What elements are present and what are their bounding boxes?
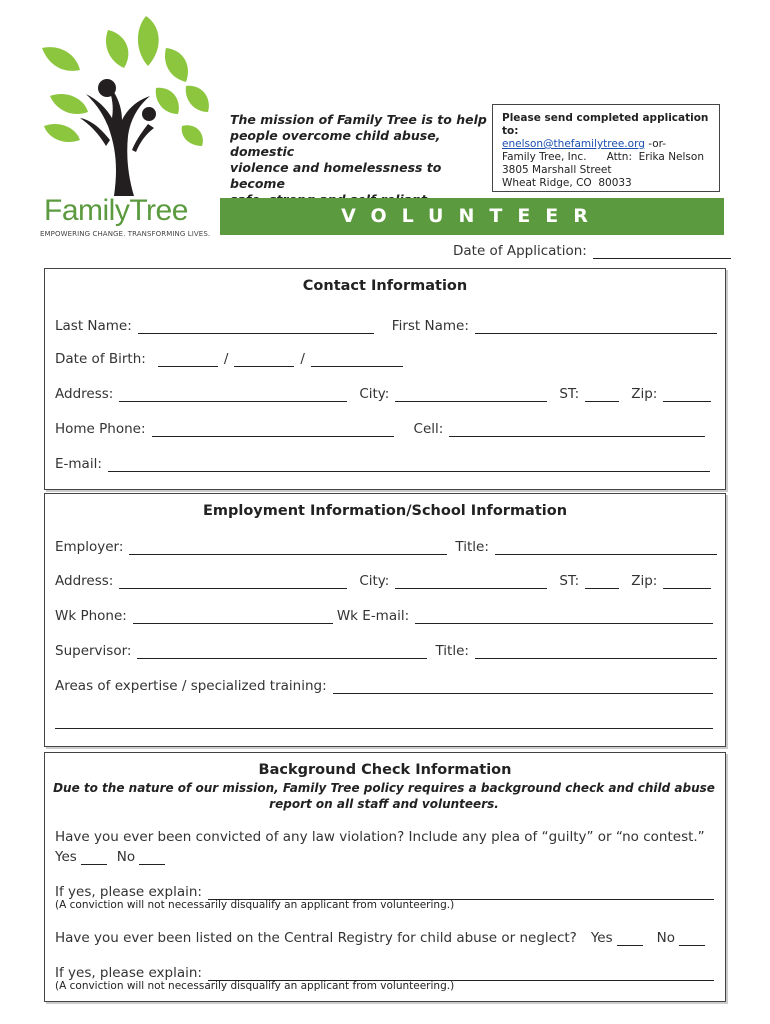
work-email-field[interactable]: [415, 610, 713, 624]
conviction-note: (A conviction will not necessarily disqualify an applicant from volunteering.): [55, 899, 455, 911]
send-to-city: Wheat Ridge, CO 80033: [502, 177, 632, 189]
employer-row: [55, 535, 717, 555]
conviction-explain-field[interactable]: [208, 886, 714, 900]
work-contact-row: [55, 604, 713, 624]
mission-line: The mission of Family Tree is to help: [230, 112, 487, 127]
dob-day-field[interactable]: [234, 353, 294, 367]
registry-row: [55, 926, 705, 946]
last-name-field[interactable]: [138, 320, 374, 334]
zip-label: Zip:: [631, 386, 658, 402]
dob-month-field[interactable]: [158, 353, 218, 367]
first-name-field[interactable]: [475, 320, 717, 334]
work-phone-label: Wk Phone:: [55, 608, 127, 624]
dob-row: [55, 347, 403, 367]
last-name-label: Last Name:: [55, 318, 132, 334]
supervisor-row: [55, 639, 717, 659]
email-row: [55, 452, 710, 472]
city-field[interactable]: [395, 388, 547, 402]
registry-question: Have you ever been listed on the Central Registry for child abuse or neglect?: [55, 930, 577, 946]
work-email-label: Wk E-mail:: [336, 608, 410, 624]
send-to-street: 3805 Marshall Street: [502, 164, 612, 176]
work-state-label: ST:: [559, 573, 580, 589]
phone-row: [55, 417, 705, 437]
work-zip-label: Zip:: [631, 573, 658, 589]
conviction-question: Have you ever been convicted of any law violation? Include any plea of “guilty” or “no contest.”: [55, 829, 705, 845]
date-of-application-field[interactable]: [593, 245, 731, 259]
conviction-answer-row: [55, 845, 165, 865]
conviction-yes-label: Yes: [55, 849, 77, 865]
supervisor-field[interactable]: [137, 645, 427, 659]
employer-label: Employer:: [55, 539, 124, 555]
conviction-yes-field[interactable]: [81, 851, 107, 865]
work-address-field[interactable]: [119, 575, 347, 589]
conviction-explain-row: [55, 880, 714, 900]
expertise-label: Areas of expertise / specialized training:: [55, 678, 327, 694]
dob-label: Date of Birth:: [55, 351, 146, 367]
work-city-field[interactable]: [395, 575, 547, 589]
expertise-row: [55, 674, 713, 694]
background-policy: [44, 780, 724, 812]
policy-line: Due to the nature of our mission, Family Tree policy requires a background check and child abuse: [53, 781, 715, 795]
date-of-application-label: Date of Application:: [453, 243, 587, 259]
contact-section-title: Contact Information: [302, 278, 468, 294]
conviction-no-label: No: [116, 849, 136, 865]
conviction-no-field[interactable]: [139, 851, 165, 865]
work-phone-field[interactable]: [133, 610, 333, 624]
job-title-field[interactable]: [495, 541, 717, 555]
address-field[interactable]: [119, 388, 347, 402]
mission-line: violence and homelessness to become: [230, 160, 442, 191]
registry-note: (A conviction will not necessarily disqualify an applicant from volunteering.): [55, 980, 455, 992]
work-zip-field[interactable]: [663, 575, 711, 589]
registry-no-label: No: [656, 930, 675, 946]
conviction-explain-label: If yes, please explain:: [55, 884, 202, 900]
city-label: City:: [359, 386, 390, 402]
supervisor-title-label: Title:: [435, 643, 469, 659]
send-to-or: -or-: [648, 138, 667, 150]
mission-statement: [230, 112, 490, 208]
employer-field[interactable]: [129, 541, 447, 555]
registry-yes-field[interactable]: [617, 932, 643, 946]
registry-explain-label: If yes, please explain:: [55, 965, 202, 981]
name-row: [55, 314, 717, 334]
background-section-title: Background Check Information: [258, 762, 512, 778]
registry-explain-field[interactable]: [208, 967, 714, 981]
family-tree-logo: [36, 8, 216, 243]
email-label: E-mail:: [55, 456, 102, 472]
supervisor-title-field[interactable]: [475, 645, 717, 659]
send-to-heading: Please send completed application to:: [502, 112, 709, 137]
work-state-field[interactable]: [585, 575, 619, 589]
work-city-label: City:: [359, 573, 390, 589]
tree-icon: [36, 8, 216, 203]
home-phone-label: Home Phone:: [55, 421, 146, 437]
expertise-field[interactable]: [333, 680, 713, 694]
supervisor-label: Supervisor:: [55, 643, 132, 659]
logo-tagline: EMPOWERING CHANGE. TRANSFORMING LIVES.: [40, 230, 211, 238]
send-to-email-link[interactable]: enelson@thefamilytree.org: [502, 138, 645, 150]
date-of-application-row: [453, 239, 731, 259]
logo-wordmark: FamilyTree: [44, 194, 188, 227]
dob-slash: /: [300, 351, 305, 367]
first-name-label: First Name:: [391, 318, 469, 334]
address-label: Address:: [55, 386, 114, 402]
state-field[interactable]: [585, 388, 619, 402]
cell-label: Cell:: [413, 421, 444, 437]
home-phone-field[interactable]: [152, 423, 394, 437]
volunteer-banner: VOLUNTEER: [220, 198, 724, 235]
registry-no-field[interactable]: [679, 932, 705, 946]
dob-year-field[interactable]: [311, 353, 403, 367]
cell-field[interactable]: [449, 423, 705, 437]
zip-field[interactable]: [663, 388, 711, 402]
contact-address-row: [55, 382, 711, 402]
work-address-label: Address:: [55, 573, 114, 589]
employment-address-row: [55, 569, 711, 589]
email-field[interactable]: [108, 458, 710, 472]
employment-section-title: Employment Information/School Information: [202, 503, 568, 519]
expertise-field-line-2[interactable]: [55, 715, 713, 729]
dob-slash: /: [223, 351, 229, 367]
send-to-org: Family Tree, Inc. Attn: Erika Nelson: [502, 151, 704, 163]
job-title-label: Title:: [455, 539, 489, 555]
policy-line: report on all staff and volunteers.: [269, 797, 499, 811]
mission-line: people overcome child abuse, domestic: [230, 128, 441, 159]
registry-explain-row: [55, 961, 714, 981]
expertise-continued-row: [55, 709, 713, 729]
send-to-box: [492, 104, 720, 192]
registry-yes-label: Yes: [590, 930, 613, 946]
state-label: ST:: [559, 386, 580, 402]
